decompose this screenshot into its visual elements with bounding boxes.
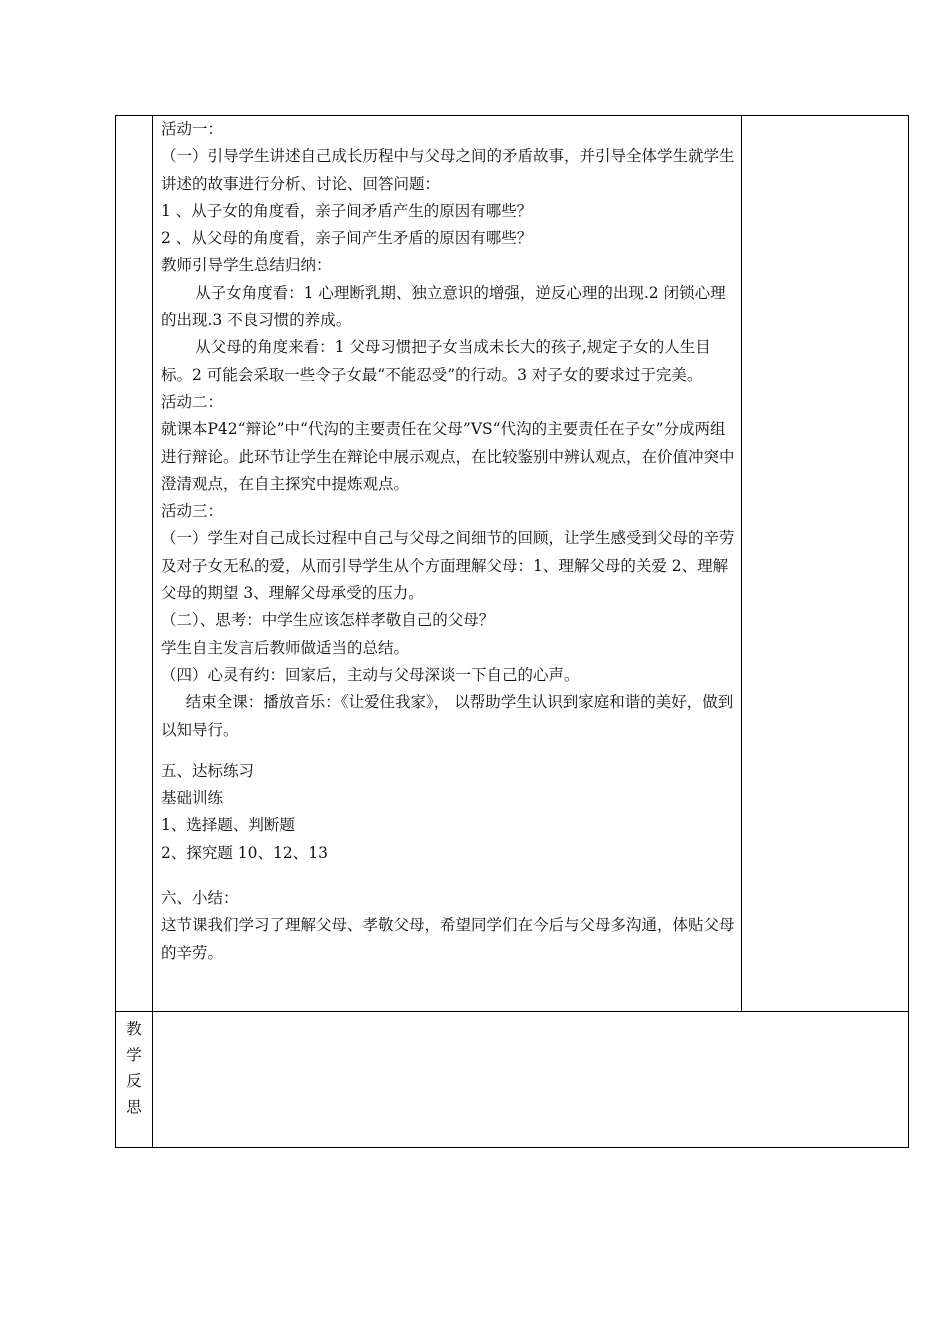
closing-class: 结束全课：播放音乐：《让爱住我家》， 以帮助学生认识到家庭和谐的美好，做到以知导行。 xyxy=(161,693,734,739)
child-perspective: 从子女角度看：1 心理断乳期、独立意识的增强，逆反心理的出现.2 闭锁心理的出现.3 不良习惯的养成。 xyxy=(161,283,726,330)
activity3-paragraph: （一）学生对自己成长过程中自己与父母之间细节的回顾，让学生感受到父母的辛劳及对子女无私的爱，从而引导学生从个方面理解父母：1、理解父母的关爱 2、理解父母的期望 3、理解父母承受的压力。 xyxy=(161,529,735,603)
activity2-title: 活动二： xyxy=(161,392,224,411)
table-bottom-border xyxy=(115,1147,909,1148)
reflection-char-3: 反 xyxy=(126,1072,142,1090)
section5-item-2: 2、探究题 10、12、13 xyxy=(161,843,328,862)
activity1-title: 活动一： xyxy=(161,120,224,138)
reflection-char-4: 思 xyxy=(126,1098,142,1116)
section6-text: 这节课我们学习了理解父母、孝敬父母，希望同学们在今后与父母多沟通，体贴父母的辛劳。 xyxy=(161,916,735,962)
think-question: （二）、思考：中学生应该怎样孝敬自己的父母？ xyxy=(161,611,495,630)
reflection-label xyxy=(116,1016,152,1120)
question-1: 1 、从子女的角度看，亲子间矛盾产生的原因有哪些？ xyxy=(161,201,533,220)
column-divider-right xyxy=(741,115,742,1012)
lesson-content xyxy=(161,116,739,967)
table-right-border xyxy=(908,115,909,1148)
table-left-border xyxy=(115,115,116,1148)
section5-item-1: 1、选择题、判断题 xyxy=(161,816,295,835)
section5-subtitle: 基础训练 xyxy=(161,789,224,808)
heart-appointment: （四）心灵有约：回家后，主动与父母深谈一下自己的心声。 xyxy=(161,665,580,684)
activity3-title: 活动三： xyxy=(161,502,224,521)
row-divider xyxy=(115,1011,909,1012)
reflection-char-1: 教 xyxy=(126,1020,142,1038)
section5-title: 五、达标练习 xyxy=(161,761,255,780)
reflection-char-2: 学 xyxy=(126,1046,142,1064)
column-divider-left xyxy=(152,115,153,1148)
parent-perspective: 从父母的角度来看：1 父母习惯把子女当成未长大的孩子,规定子女的人生目标。2 可能会采取一些令子女最“不能忍受”的行动。3 对子女的要求过于完美。 xyxy=(161,338,711,384)
teacher-conclusion: 学生自主发言后教师做适当的总结。 xyxy=(161,638,410,657)
teacher-summary-title: 教师引导学生总结归纳： xyxy=(161,256,332,275)
question-2: 2 、从父母的角度看，亲子间产生矛盾的原因有哪些？ xyxy=(161,229,533,248)
activity1-paragraph: （一）引导学生讲述自己成长历程中与父母之间的矛盾故事，并引导全体学生就学生讲述的故事进行分析、讨论、回答问题： xyxy=(161,147,735,193)
activity2-paragraph: 就课本P42“辩论”中“代沟的主要责任在父母”VS“代沟的主要责任在子女”分成两组进行辩论。此环节让学生在辩论中展示观点，在比较鉴别中辨认观点，在价值冲突中澄清观点，在自主探究中提炼观点。 xyxy=(161,420,735,493)
section6-title: 六、小结： xyxy=(161,889,239,908)
